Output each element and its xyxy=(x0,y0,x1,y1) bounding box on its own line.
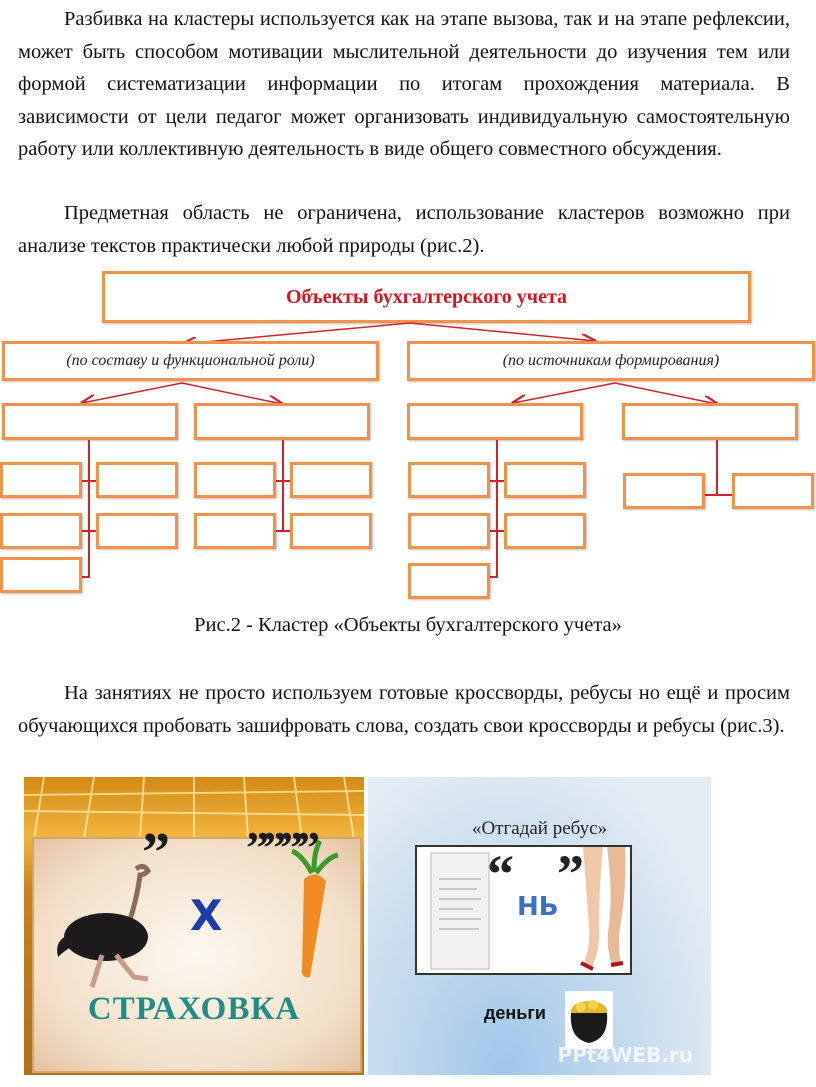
paragraph-clusters-usage: Разбивка на кластеры используется как на этапе вызова, так и на этапе рефлексии, может быть способом мотивации мыслительной деятельности до изучения тем или формой систематизации информации по итогам прохождения материала. В зависимости от цели педагог может организовать индивидуальную самостоятельную работу или коллективную деятельность в виде общего совместного обсуждения. xyxy=(18,8,790,160)
connector xyxy=(490,576,498,578)
connector xyxy=(82,576,90,578)
cluster-leaf xyxy=(408,462,490,498)
rebus-title: «Отгадай ребус» xyxy=(471,818,608,839)
connector xyxy=(276,530,290,532)
cluster-diagram xyxy=(0,265,816,610)
gold-pot-icon xyxy=(565,991,613,1049)
paragraph-subject-area: Предметная область не ограничена, использование кластеров возможно при анализе текстов практически любой природы (рис.2). xyxy=(18,202,790,257)
rebus-syllable: НЬ xyxy=(517,892,559,922)
cluster-branch-left-label: (по составу и функциональной роли) xyxy=(66,352,315,369)
cluster-leaf xyxy=(96,513,178,549)
connector xyxy=(82,530,96,532)
cluster-leaf xyxy=(194,462,276,498)
rebus-quote-open: “ xyxy=(487,845,514,904)
cluster-leaf xyxy=(194,513,276,549)
connector xyxy=(716,440,718,495)
arrow-right-a xyxy=(513,383,615,403)
cluster-branch-left xyxy=(2,341,379,381)
arrow-title-right xyxy=(410,323,595,341)
cluster-branch-right-label: (по источникам формирования) xyxy=(502,352,720,369)
cluster-title: Объекты бухгалтерского учета xyxy=(285,285,568,308)
rebus-dengi-image xyxy=(368,777,711,1075)
figure-2-caption: Рис.2 - Кластер «Объекты бухгалтерского учета» xyxy=(194,614,622,636)
cluster-leaf xyxy=(290,462,372,498)
cluster-leaf xyxy=(408,563,490,599)
cluster-leaf xyxy=(408,513,490,549)
arrow-left-a xyxy=(82,383,182,403)
cluster-leaf xyxy=(623,473,705,509)
connector xyxy=(276,480,290,482)
connector xyxy=(82,480,96,482)
rebus-answer-strakhovka: СТРАХОВКА xyxy=(87,991,301,1027)
cluster-leaf xyxy=(290,513,372,549)
cluster-leaf xyxy=(0,462,82,498)
cluster-leaf xyxy=(504,462,586,498)
legs-icon xyxy=(563,847,632,975)
cluster-leaf xyxy=(0,513,82,549)
cluster-leaf xyxy=(732,473,814,509)
cluster-leaf xyxy=(0,557,82,593)
connector xyxy=(490,480,504,482)
cluster-branch-right xyxy=(407,341,815,381)
watermark: PPt4WEB.ru xyxy=(557,1043,693,1067)
paragraph-crosswords: На занятиях не просто используем готовые кроссворды, ребусы но ещё и просим обучающихся пробовать зашифровать слова, создать свои кроссворды и ребусы (рис.3). xyxy=(18,682,790,737)
rebus-letter-x: Х xyxy=(190,891,223,940)
connector xyxy=(705,494,732,496)
carrot-icon xyxy=(284,839,344,979)
rebus-card xyxy=(415,845,632,975)
arrow-right-b xyxy=(615,383,717,404)
quote-mark-1: ” xyxy=(142,822,170,884)
cluster-leaf xyxy=(96,462,178,498)
cluster-leaf xyxy=(504,513,586,549)
connector xyxy=(490,530,504,532)
quote-mark-4: ”””” xyxy=(246,822,314,873)
rebus-panel xyxy=(32,822,362,1073)
cluster-node xyxy=(194,403,370,440)
rebus-quote-close: ” xyxy=(557,845,584,904)
rebus-strakhovka-image xyxy=(24,777,364,1075)
connector xyxy=(496,440,498,577)
connector xyxy=(282,440,284,532)
rebus-answer-dengi: деньги xyxy=(484,1003,546,1023)
cluster-node xyxy=(407,403,583,440)
cluster-node xyxy=(2,403,178,440)
arrow-left-b xyxy=(182,383,282,404)
cluster-node xyxy=(622,403,798,440)
connector xyxy=(88,440,90,577)
